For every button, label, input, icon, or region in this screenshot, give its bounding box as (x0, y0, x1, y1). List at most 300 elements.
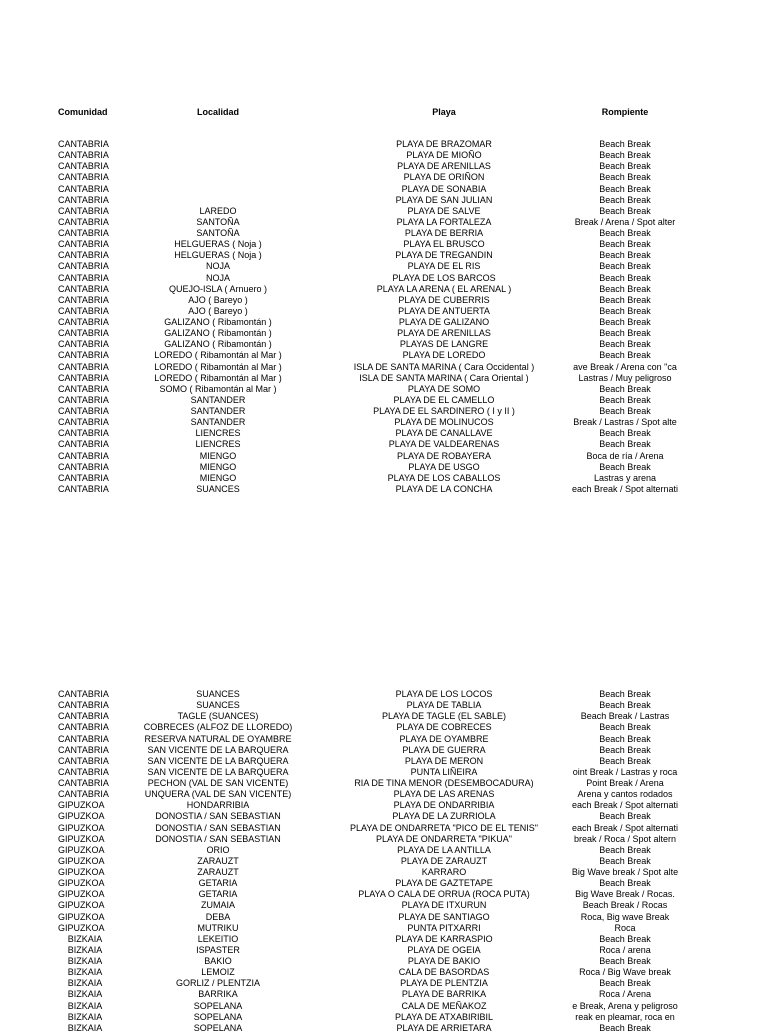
cell-localidad: AJO ( Bareyo ) (188, 294, 248, 305)
header-comunidad: Comunidad (58, 107, 108, 117)
cell-localidad: UNQUERA (VAL DE SAN VICENTE) (144, 789, 292, 800)
cell-rompiente: Beach Break (599, 933, 651, 944)
cell-playa: PLAYA DE LOS CABALLOS (387, 472, 501, 483)
table-row (0, 867, 768, 878)
cell-playa: PLAYA DE SAN JULIAN (395, 194, 493, 205)
cell-playa: PLAYA DE ITXURUN (401, 900, 487, 911)
cell-localidad: HELGUERAS ( Noja ) (174, 239, 262, 250)
table-row (0, 800, 768, 811)
cell-playa: PLAYA DE ROBAYERA (396, 450, 492, 461)
cell-playa: PLAYA DE ARENILLAS (397, 161, 491, 172)
cell-rompiente: break / Roca / Spot altern (573, 833, 677, 844)
table-row (0, 823, 768, 834)
cell-rompiente: reak en pleamar, roca en (575, 1011, 675, 1022)
cell-comunidad: CANTABRIA (58, 161, 109, 172)
cell-localidad: NOJA (205, 272, 230, 283)
table-row (0, 978, 768, 989)
table-row (0, 373, 768, 384)
cell-rompiente: Beach Break (599, 150, 651, 161)
table-row (0, 484, 768, 495)
cell-rompiente: Beach Break (599, 439, 651, 450)
cell-playa: PLAYA DE LAS ARENAS (393, 789, 495, 800)
cell-rompiente: Beach Break (599, 294, 651, 305)
table-row (0, 900, 768, 911)
cell-localidad: RESERVA NATURAL DE OYAMBRE (144, 733, 292, 744)
cell-comunidad: BIZKAIA (67, 978, 103, 989)
cell-comunidad: CANTABRIA (58, 216, 109, 227)
cell-rompiente: Beach Break (599, 228, 651, 238)
cell-comunidad: CANTABRIA (58, 261, 109, 272)
cell-localidad: LEMOIZ (201, 967, 235, 978)
cell-playa: PLAYAS DE LANGRE (399, 339, 489, 350)
table-row (0, 284, 768, 295)
cell-rompiente: Big Wave Break / Rocas. (575, 889, 675, 900)
table-row (0, 306, 768, 317)
cell-rompiente: ave Break / Arena con "ca (573, 361, 677, 372)
cell-comunidad: CANTABRIA (58, 272, 109, 283)
cell-localidad: GETARIA (198, 878, 238, 889)
cell-localidad: MUTRIKU (197, 922, 239, 933)
cell-playa: PLAYA DE EL CAMELLO (393, 394, 495, 405)
table-row (0, 934, 768, 945)
table-row (0, 889, 768, 900)
cell-rompiente: each Break / Spot alternati (571, 800, 679, 811)
cell-rompiente: Beach Break (599, 205, 651, 216)
table-row (0, 462, 768, 473)
cell-rompiente: Beach Break (599, 172, 651, 183)
cell-localidad: SANTOÑA (196, 216, 240, 227)
cell-rompiente: Beach Break (599, 250, 651, 261)
cell-comunidad: CANTABRIA (58, 428, 109, 439)
cell-playa: CALA DE BASORDAS (398, 967, 490, 978)
cell-rompiente: Beach Break (599, 383, 651, 394)
cell-comunidad: GIPUZKOA (58, 855, 105, 866)
cell-rompiente: Point Break / Arena (586, 778, 664, 788)
cell-comunidad: BIZKAIA (67, 967, 103, 978)
cell-localidad: SAN VICENTE DE LA BARQUERA (147, 744, 289, 755)
table-block-cantabria (0, 139, 768, 495)
table-row (0, 722, 768, 733)
table-row (0, 273, 768, 284)
cell-playa: CALA DE MEÑAKOZ (401, 1000, 487, 1011)
cell-rompiente: Roca, Big wave Break (580, 911, 670, 922)
cell-playa: PUNTA LIÑEIRA (410, 766, 478, 777)
cell-rompiente: Beach Break (599, 978, 651, 989)
cell-comunidad: CANTABRIA (58, 228, 109, 238)
cell-playa: PLAYA DE OGEIA (407, 944, 481, 955)
cell-comunidad: GIPUZKOA (58, 811, 105, 822)
cell-playa: PLAYA EL BRUSCO (403, 239, 485, 250)
cell-localidad: SUANCES (196, 483, 240, 494)
cell-playa: PLAYA DE BRAZOMAR (396, 139, 492, 149)
cell-rompiente: Lastras / Muy peligroso (578, 372, 672, 383)
cell-playa: PLAYA DE ONDARRETA "PICO DE EL TENIS" (350, 822, 538, 833)
table-row (0, 1023, 768, 1034)
cell-comunidad: CANTABRIA (58, 733, 109, 744)
table-row (0, 700, 768, 711)
cell-comunidad: CANTABRIA (58, 417, 109, 428)
cell-comunidad: GIPUZKOA (58, 822, 105, 833)
table-row (0, 217, 768, 228)
table-row (0, 328, 768, 339)
cell-comunidad: CANTABRIA (58, 406, 109, 416)
cell-rompiente: Beach Break / Lastras (580, 711, 670, 722)
cell-comunidad: GIPUZKOA (58, 878, 105, 889)
cell-comunidad: CANTABRIA (58, 461, 109, 472)
cell-localidad: PECHON (VAL DE SAN VICENTE) (147, 778, 289, 788)
cell-comunidad: BIZKAIA (67, 944, 103, 955)
table-row (0, 1001, 768, 1012)
cell-localidad: LOREDO ( Ribamontán al Mar ) (154, 361, 282, 372)
cell-rompiente: Beach Break (599, 461, 651, 472)
cell-localidad: LIENCRES (195, 439, 241, 450)
table-row (0, 778, 768, 789)
cell-rompiente: Beach Break (599, 855, 651, 866)
table-row (0, 989, 768, 1000)
cell-rompiente: Beach Break (599, 139, 651, 149)
cell-rompiente: Beach Break (599, 744, 651, 755)
table-header (0, 106, 768, 118)
cell-comunidad: BIZKAIA (67, 1011, 103, 1022)
table-row (0, 789, 768, 800)
cell-playa: ISLA DE SANTA MARINA ( Cara Occidental ) (353, 361, 535, 372)
cell-localidad: MIENGO (199, 472, 237, 483)
table-row (0, 845, 768, 856)
cell-localidad: COBRECES (ALFOZ DE LLOREDO) (143, 722, 293, 733)
cell-playa: PLAYA DE ZARAUZT (400, 855, 488, 866)
cell-rompiente: Lastras y arena (593, 472, 657, 483)
cell-localidad: LOREDO ( Ribamontán al Mar ) (154, 350, 282, 361)
cell-comunidad: CANTABRIA (58, 250, 109, 261)
cell-localidad: SANTANDER (190, 394, 246, 405)
cell-localidad: TAGLE (SUANCES) (177, 711, 259, 722)
cell-rompiente: Beach Break / Rocas (582, 900, 668, 911)
cell-rompiente: Break / Arena / Spot alter (574, 216, 676, 227)
table-row (0, 384, 768, 395)
cell-rompiente: Big Wave break / Spot alte (571, 867, 679, 877)
cell-localidad: DONOSTIA / SAN SEBASTIAN (155, 833, 281, 844)
table-row (0, 811, 768, 822)
table-row (0, 967, 768, 978)
cell-rompiente: oint Break / Lastras y roca (572, 766, 678, 777)
cell-rompiente: Beach Break (599, 755, 651, 766)
cell-localidad: AJO ( Bareyo ) (188, 305, 248, 316)
table-row (0, 250, 768, 261)
cell-rompiente: Beach Break (599, 261, 651, 272)
cell-playa: PLAYA DE ARENILLAS (397, 328, 491, 339)
cell-rompiente: Beach Break (599, 328, 651, 339)
cell-comunidad: BIZKAIA (67, 933, 103, 944)
cell-localidad: LAREDO (199, 205, 237, 216)
cell-comunidad: CANTABRIA (58, 283, 109, 294)
cell-playa: PLAYA DE MIOÑO (406, 150, 482, 161)
cell-rompiente: Beach Break (599, 406, 651, 416)
cell-playa: PLAYA DE TAGLE (EL SABLE) (381, 711, 507, 722)
cell-rompiente: Roca / Big Wave break (579, 967, 671, 978)
cell-playa: PLAYA LA FORTALEZA (396, 216, 492, 227)
table-row (0, 428, 768, 439)
cell-localidad: DONOSTIA / SAN SEBASTIAN (155, 811, 281, 822)
cell-rompiente: Beach Break (599, 350, 651, 361)
cell-localidad: SANTOÑA (196, 228, 240, 238)
cell-rompiente: Beach Break (599, 733, 651, 744)
cell-playa: PLAYA DE ARRIETARA (396, 1022, 492, 1033)
cell-playa: PLAYA DE LA ANTILLA (397, 844, 491, 855)
cell-rompiente: each Break / Spot alternati (571, 822, 679, 833)
cell-comunidad: CANTABRIA (58, 778, 109, 788)
cell-localidad: GETARIA (198, 889, 238, 900)
cell-comunidad: CANTABRIA (58, 472, 109, 483)
cell-rompiente: Beach Break (599, 689, 651, 699)
cell-comunidad: CANTABRIA (58, 383, 109, 394)
cell-playa: PLAYA DE CUBERRIS (398, 294, 490, 305)
table-row (0, 767, 768, 778)
cell-playa: PLAYA DE SALVE (407, 205, 481, 216)
cell-playa: PLAYA DE CANALLAVE (395, 428, 493, 439)
cell-comunidad: GIPUZKOA (58, 900, 105, 911)
cell-comunidad: CANTABRIA (58, 689, 109, 699)
table-row (0, 945, 768, 956)
cell-localidad: QUEJO-ISLA ( Arnuero ) (168, 283, 268, 294)
table-row (0, 239, 768, 250)
table-row (0, 834, 768, 845)
cell-rompiente: Beach Break (599, 394, 651, 405)
table-row (0, 339, 768, 350)
cell-comunidad: CANTABRIA (58, 483, 109, 494)
table-row (0, 912, 768, 923)
cell-localidad: SAN VICENTE DE LA BARQUERA (147, 755, 289, 766)
cell-comunidad: BIZKAIA (67, 956, 103, 966)
cell-localidad: LOREDO ( Ribamontán al Mar ) (154, 372, 282, 383)
table-row (0, 395, 768, 406)
cell-comunidad: GIPUZKOA (58, 844, 105, 855)
cell-playa: PLAYA DE MERON (404, 755, 484, 766)
cell-comunidad: CANTABRIA (58, 172, 109, 183)
cell-playa: PLAYA DE LOREDO (402, 350, 486, 361)
cell-playa: PLAYA DE BAKIO (407, 956, 481, 966)
cell-localidad: SANTANDER (190, 417, 246, 428)
cell-localidad: SUANCES (196, 689, 240, 699)
cell-rompiente: Beach Break (599, 161, 651, 172)
cell-comunidad: CANTABRIA (58, 755, 109, 766)
cell-comunidad: CANTABRIA (58, 789, 109, 800)
table-row (0, 139, 768, 150)
cell-playa: PLAYA DE EL RIS (407, 261, 481, 272)
cell-playa: PUNTA PITXARRI (407, 922, 481, 933)
table-row (0, 261, 768, 272)
table-row (0, 350, 768, 361)
cell-rompiente: each Break / Spot alternati (571, 483, 679, 494)
cell-playa: PLAYA DE ANTUERTA (398, 305, 490, 316)
cell-playa: PLAYA DE BARRIKA (401, 989, 487, 1000)
table-row (0, 172, 768, 183)
cell-localidad: LEKEITIO (197, 933, 239, 944)
cell-comunidad: CANTABRIA (58, 700, 109, 711)
cell-comunidad: CANTABRIA (58, 350, 109, 361)
cell-playa: PLAYA DE GUERRA (402, 744, 486, 755)
table-row (0, 150, 768, 161)
header-rompiente: Rompiente (601, 107, 649, 117)
cell-rompiente: Beach Break (599, 811, 651, 822)
cell-comunidad: CANTABRIA (58, 183, 109, 194)
cell-rompiente: Roca / arena (599, 944, 651, 955)
cell-comunidad: CANTABRIA (58, 361, 109, 372)
cell-localidad: SOPELANA (193, 1000, 243, 1011)
cell-localidad: SOPELANA (193, 1022, 243, 1033)
cell-playa: PLAYA DE GAZTETAPE (395, 878, 493, 889)
table-row (0, 228, 768, 239)
table-row (0, 362, 768, 373)
cell-localidad: HELGUERAS ( Noja ) (174, 250, 262, 261)
table-row (0, 473, 768, 484)
cell-playa: PLAYA DE VALDEARENAS (388, 439, 500, 450)
cell-comunidad: CANTABRIA (58, 339, 109, 350)
table-row (0, 295, 768, 306)
cell-playa: PLAYA DE SONABIA (401, 183, 487, 194)
cell-playa: PLAYA DE ONDARRETA "PIKUA" (376, 833, 512, 844)
table-row (0, 745, 768, 756)
cell-comunidad: BIZKAIA (67, 989, 103, 1000)
cell-comunidad: GIPUZKOA (58, 833, 105, 844)
cell-localidad: ISPASTER (196, 944, 240, 955)
cell-playa: ISLA DE SANTA MARINA ( Cara Oriental ) (359, 372, 529, 383)
cell-comunidad: GIPUZKOA (58, 922, 105, 933)
cell-localidad: ORIO (206, 844, 230, 855)
cell-playa: PLAYA DE TABLIA (406, 700, 482, 711)
cell-playa: PLAYA DE MOLINUCOS (394, 417, 494, 428)
cell-playa: PLAYA DE COBRECES (396, 722, 492, 733)
cell-playa: PLAYA DE SOMO (407, 383, 481, 394)
cell-rompiente: Beach Break (599, 428, 651, 439)
cell-comunidad: CANTABRIA (58, 205, 109, 216)
cell-playa: PLAYA DE ATXABIRIBIL (394, 1011, 494, 1022)
table-row (0, 923, 768, 934)
header-localidad: Localidad (196, 107, 239, 117)
cell-rompiente: Beach Break (599, 878, 651, 889)
table-row (0, 439, 768, 450)
cell-comunidad: GIPUZKOA (58, 889, 105, 900)
cell-comunidad: GIPUZKOA (58, 800, 105, 811)
cell-localidad: HONDARRIBIA (186, 800, 250, 811)
cell-comunidad: GIPUZKOA (58, 867, 105, 877)
cell-playa: PLAYA DE ORIÑON (403, 172, 485, 183)
cell-playa: PLAYA DE USGO (408, 461, 480, 472)
cell-localidad: NOJA (205, 261, 230, 272)
table-row (0, 1012, 768, 1023)
cell-rompiente: Beach Break (599, 700, 651, 711)
cell-playa: RIA DE TINA MENOR (DESEMBOCADURA) (354, 778, 534, 788)
cell-comunidad: CANTABRIA (58, 711, 109, 722)
cell-rompiente: Boca de ría / Arena (586, 450, 664, 461)
cell-rompiente: Beach Break (599, 956, 651, 966)
cell-localidad: DEBA (205, 911, 231, 922)
table-row (0, 734, 768, 745)
table-row (0, 856, 768, 867)
cell-localidad: ZARAUZT (197, 855, 239, 866)
table-row (0, 417, 768, 428)
cell-localidad: GORLIZ / PLENTZIA (175, 978, 260, 989)
table-row (0, 956, 768, 967)
cell-playa: PLAYA DE LOS LOCOS (395, 689, 493, 699)
table-row (0, 184, 768, 195)
cell-localidad: SANTANDER (190, 406, 246, 416)
cell-playa: PLAYA DE KARRASPIO (395, 933, 493, 944)
cell-localidad: GALIZANO ( Ribamontán ) (164, 328, 272, 339)
cell-localidad: LIENCRES (195, 428, 241, 439)
cell-playa: PLAYA DE OYAMBRE (399, 733, 489, 744)
cell-playa: PLAYA DE BERRIA (404, 228, 484, 238)
cell-playa: PLAYA DE LOS BARCOS (392, 272, 496, 283)
cell-rompiente: Beach Break (599, 194, 651, 205)
table-row (0, 206, 768, 217)
cell-localidad: SAN VICENTE DE LA BARQUERA (147, 766, 289, 777)
cell-comunidad: CANTABRIA (58, 305, 109, 316)
cell-localidad: SOPELANA (193, 1011, 243, 1022)
cell-localidad: ZARAUZT (197, 867, 239, 877)
cell-comunidad: CANTABRIA (58, 372, 109, 383)
cell-comunidad: CANTABRIA (58, 150, 109, 161)
cell-rompiente: Beach Break (599, 305, 651, 316)
cell-comunidad: CANTABRIA (58, 194, 109, 205)
cell-localidad: DONOSTIA / SAN SEBASTIAN (155, 822, 281, 833)
cell-comunidad: CANTABRIA (58, 317, 109, 327)
cell-playa: KARRARO (421, 867, 467, 877)
table-row (0, 756, 768, 767)
cell-localidad: GALIZANO ( Ribamontán ) (164, 317, 272, 327)
cell-rompiente: e Break, Arena y peligroso (572, 1000, 678, 1011)
table-row (0, 878, 768, 889)
cell-comunidad: BIZKAIA (67, 1022, 103, 1033)
cell-playa: PLAYA DE TREGANDIN (395, 250, 493, 261)
cell-comunidad: BIZKAIA (67, 1000, 103, 1011)
cell-rompiente: Arena y cantos rodados (577, 789, 673, 800)
cell-rompiente: Beach Break (599, 239, 651, 250)
cell-rompiente: Beach Break (599, 183, 651, 194)
cell-localidad: ZUMAIA (200, 900, 235, 911)
cell-rompiente: Beach Break (599, 844, 651, 855)
table-row (0, 711, 768, 722)
header-playa: Playa (432, 107, 456, 117)
cell-localidad: MIENGO (199, 450, 237, 461)
cell-comunidad: CANTABRIA (58, 394, 109, 405)
cell-playa: PLAYA O CALA DE ORRUA (ROCA PUTA) (358, 889, 530, 900)
cell-localidad: MIENGO (199, 461, 237, 472)
cell-rompiente: Beach Break (599, 722, 651, 733)
cell-localidad: BARRIKA (198, 989, 238, 1000)
cell-comunidad: CANTABRIA (58, 450, 109, 461)
cell-comunidad: CANTABRIA (58, 766, 109, 777)
table-row (0, 195, 768, 206)
cell-rompiente: Beach Break (599, 272, 651, 283)
cell-rompiente: Beach Break (599, 317, 651, 327)
cell-comunidad: CANTABRIA (58, 439, 109, 450)
cell-comunidad: CANTABRIA (58, 239, 109, 250)
cell-playa: PLAYA DE LA ZURRIOLA (392, 811, 496, 822)
cell-comunidad: CANTABRIA (58, 139, 109, 149)
table-row (0, 689, 768, 700)
cell-playa: PLAYA DE SANTIAGO (398, 911, 490, 922)
table-row (0, 161, 768, 172)
cell-localidad: BAKIO (204, 956, 232, 966)
cell-playa: PLAYA DE ONDARRIBIA (393, 800, 495, 811)
cell-rompiente: Beach Break (599, 1022, 651, 1033)
cell-playa: PLAYA DE EL SARDINERO ( I y II ) (373, 406, 515, 416)
cell-playa: PLAYA DE LA CONCHA (395, 483, 493, 494)
cell-playa: PLAYA DE PLENTZIA (400, 978, 488, 989)
cell-localidad: GALIZANO ( Ribamontán ) (164, 339, 272, 350)
cell-rompiente: Roca / Arena (598, 989, 652, 1000)
cell-comunidad: CANTABRIA (58, 328, 109, 339)
